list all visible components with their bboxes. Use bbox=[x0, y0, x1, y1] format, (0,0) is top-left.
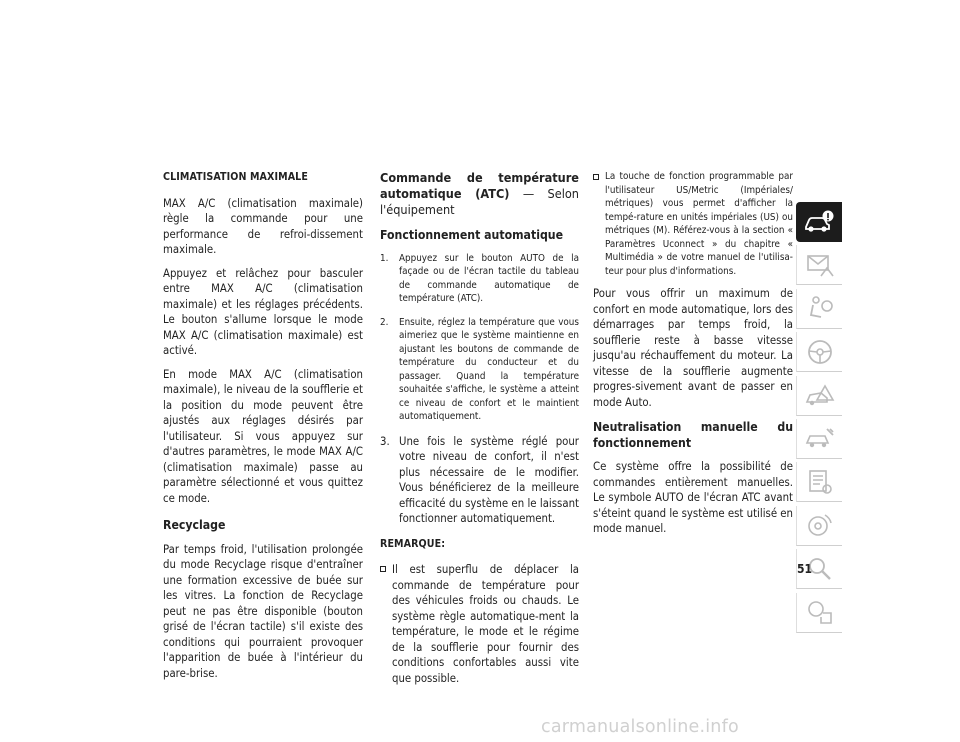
paragraph-cold-start: Pour vous offrir un maximum de confort en mode automatique, lors des démarrages par temps froid, la soufflerie reste à basse vitesse jusqu'au réchauffement du moteur. La vitesse de la soufflerie augmente progres-sivement avant de passer en mode Auto. bbox=[593, 287, 793, 409]
list-item bbox=[380, 316, 579, 424]
note-text: Il est superflu de déplacer la commande de température pour des véhicules froids ou chauds. Le système règle automatique-ment la température, le mode et le régime de la soufflerie pour fournir des conditions confortables aussi vite que possible. bbox=[392, 563, 579, 685]
step-number: 1. bbox=[380, 252, 389, 264]
heading-atc-main: Commande de température automatique (ATC) bbox=[380, 170, 579, 201]
list-item bbox=[593, 170, 793, 278]
multimedia-icon bbox=[803, 510, 837, 540]
list-item bbox=[380, 562, 579, 686]
square-bullet-icon bbox=[593, 174, 599, 180]
heading-atc bbox=[380, 170, 579, 218]
step-text: Appuyez sur le bouton AUTO de la façade ou de l'écran tactile du tableau de commande automatique de température (ATC). bbox=[399, 252, 579, 304]
note-list-continued bbox=[593, 170, 793, 278]
step-number: 3. bbox=[380, 434, 390, 448]
column-left bbox=[163, 170, 363, 689]
paragraph-max-ac-intro: MAX A/C (climatisation maximale) règle la commande pour une performance de refroi-dissement maximale. bbox=[163, 196, 363, 256]
page-number: 51 bbox=[797, 562, 813, 576]
square-bullet-icon bbox=[380, 566, 386, 572]
paragraph-manual: Ce système offre la possibilité de commandes entièrement manuelles. Le symbole AUTO de l'écran ATC avant s'éteint quand le système est utilisé en mode manuel. bbox=[593, 460, 793, 535]
note-text: La touche de fonction programmable par l'utilisateur US/Metric (Impériales/ métriques) vous permet d'afficher la tempé-rature en unités impériales (US) ou métriques (M). Référez-vous à la section « Paramètres Uconnect » du chapitre « Multimédia » de votre manuel de l'utilisa-teur pour plus d'informations. bbox=[605, 171, 793, 277]
paragraph-max-ac-mode: En mode MAX A/C (climatisation maximale), le niveau de la soufflerie et la position du mode peuvent être ajustés aux réglages désirés par l'utilisateur. Si vous appuyez sur d'autres paramètres, le mode MAX A/C (climatisation maximale) passe au paramètre sélectionné et vous quittez ce mode. bbox=[163, 367, 363, 505]
tab-specifications[interactable] bbox=[796, 462, 842, 502]
tab-safety[interactable] bbox=[796, 289, 842, 329]
column-right bbox=[593, 170, 793, 545]
tab-emergency[interactable] bbox=[796, 376, 842, 416]
paragraph-max-ac-toggle: Appuyez et relâchez pour basculer entre MAX A/C (climatisation maximale) et les réglages précédents. Le bouton s'allume lorsque le mode MAX A/C (climatisation maximale) est activé. bbox=[163, 266, 363, 357]
seat-airbag-icon bbox=[803, 293, 837, 323]
heading-atc-suffix: — Selon l'équipement bbox=[380, 186, 579, 217]
car-service-icon bbox=[803, 423, 837, 453]
note-list bbox=[380, 562, 579, 686]
car-warning-icon bbox=[803, 380, 837, 410]
mail-dashboard-icon bbox=[803, 250, 837, 280]
heading-recyclage: Recyclage bbox=[163, 518, 226, 532]
checklist-icon bbox=[803, 467, 837, 497]
car-info-icon bbox=[802, 207, 836, 237]
list-item bbox=[380, 434, 579, 527]
step-text: Ensuite, réglez la température que vous aimeriez que le système maintienne en ajustant les boutons de commande de température du conducteur et du passager. Quand la température souhaitée s'affiche, le système a atteint ce niveau de confort et le maintient automatiquement. bbox=[399, 316, 579, 422]
tab-car-info[interactable] bbox=[796, 202, 842, 242]
watermark-text[interactable]: carmanualsonline.info bbox=[541, 717, 739, 737]
list-item bbox=[380, 252, 579, 306]
heading-auto-operation: Fonctionnement automatique bbox=[380, 228, 564, 242]
steering-wheel-icon bbox=[803, 337, 837, 367]
heading-remarque: REMARQUE: bbox=[380, 537, 446, 550]
tab-dashboard[interactable] bbox=[796, 245, 842, 285]
paragraph-recyclage: Par temps froid, l'utilisation prolongée du mode Recyclage risque d'entraîner une formation excessive de buée sur les vitres. La fonction de Recyclage peut ne pas être disponible (bouton grisé de l'écran tactile) s'il existe des conditions qui pourraient provoquer l'apparition de buée à l'intérieur du pare-brise. bbox=[163, 542, 363, 680]
heading-manual-override: Neutralisation manuelle du fonctionnement bbox=[593, 420, 793, 450]
steps-list bbox=[380, 252, 579, 527]
step-number: 2. bbox=[380, 316, 389, 328]
tab-service[interactable] bbox=[796, 419, 842, 459]
tab-index[interactable] bbox=[796, 593, 842, 633]
column-middle bbox=[380, 170, 579, 694]
tab-multimedia[interactable] bbox=[796, 506, 842, 546]
language-index-icon bbox=[803, 597, 837, 627]
heading-max-ac: CLIMATISATION MAXIMALE bbox=[163, 171, 308, 183]
tab-driving[interactable] bbox=[796, 332, 842, 372]
step-text: Une fois le système réglé pour votre niveau de confort, il n'est plus nécessaire de le modifier. Vous bénéficierez de la meilleure efficacité du système en le laissant fonctionner automatiquement. bbox=[399, 434, 579, 525]
